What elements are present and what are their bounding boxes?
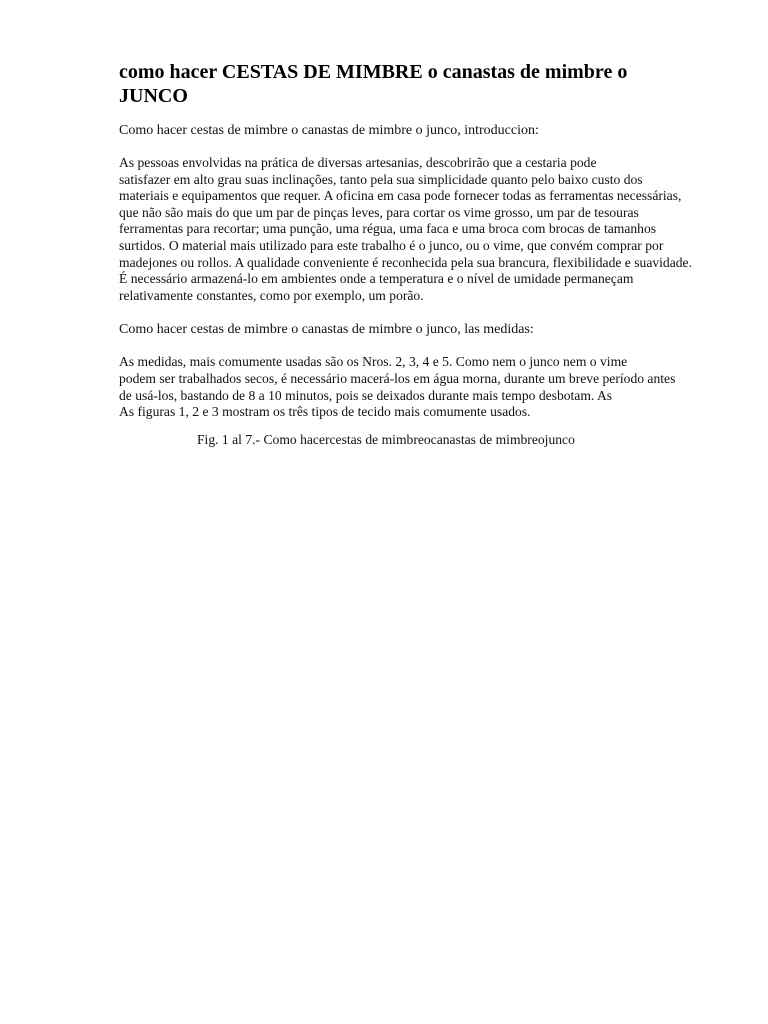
paragraph-line: que não são mais do que um par de pinças leves, para cortar os vime grosso, um par de tesouras (119, 204, 639, 220)
document-page (119, 60, 759, 448)
title-line: JUNCO (119, 85, 188, 107)
paragraph-line: madejones ou rollos. A qualidade conveniente é reconhecida pela sua brancura, flexibilidade e suavidade. (119, 254, 692, 270)
figure-caption: Fig. 1 al 7.- Como hacercestas de mimbreocanastas de mimbreojunco (197, 431, 575, 447)
paragraph-line: podem ser trabalhados secos, é necessário macerá-los em água morna, durante um breve período antes (119, 370, 676, 386)
paragraph-line: As figuras 1, 2 e 3 mostram os três tipos de tecido mais comumente usados. (119, 404, 531, 420)
paragraph-line: É necessário armazená-lo em ambientes onde a temperatura e o nível de umidade permaneçam (119, 271, 634, 287)
paragraph-line: As medidas, mais comumente usadas são os Nros. 2, 3, 4 e 5. Como nem o junco nem o vime (119, 354, 628, 370)
intro-paragraph (119, 155, 759, 304)
title-line: como hacer CESTAS DE MIMBRE o canastas de mimbre o (119, 61, 628, 83)
measures-paragraph (119, 354, 759, 420)
paragraph-line: de usá-los, bastando de 8 a 10 minutos, pois se deixados durante mais tempo desbotam. As (119, 387, 613, 403)
paragraph-line: relativamente constantes, como por exemplo, um porão. (119, 287, 424, 303)
intro-heading: Como hacer cestas de mimbre o canastas de mimbre o junco, introduccion: (119, 123, 539, 138)
paragraph-line: As pessoas envolvidas na prática de diversas artesanias, descobrirão que a cestaria pode (119, 155, 597, 170)
page-title (119, 60, 759, 108)
paragraph-line: surtidos. O material mais utilizado para este trabalho é o junco, ou o vime, que convém comprar por (119, 237, 664, 253)
paragraph-line: satisfazer em alto grau suas inclinações, tanto pela sua simplicidade quanto pelo baixo custo dos (119, 171, 643, 187)
paragraph-line: ferramentas para recortar; uma punção, uma régua, uma faca e uma broca com brocas de tamanhos (119, 221, 657, 237)
measures-heading: Como hacer cestas de mimbre o canastas de mimbre o junco, las medidas: (119, 322, 534, 338)
paragraph-line: materiais e equipamentos que requer. A oficina em casa pode fornecer todas as ferramentas necessárias, (119, 188, 682, 204)
